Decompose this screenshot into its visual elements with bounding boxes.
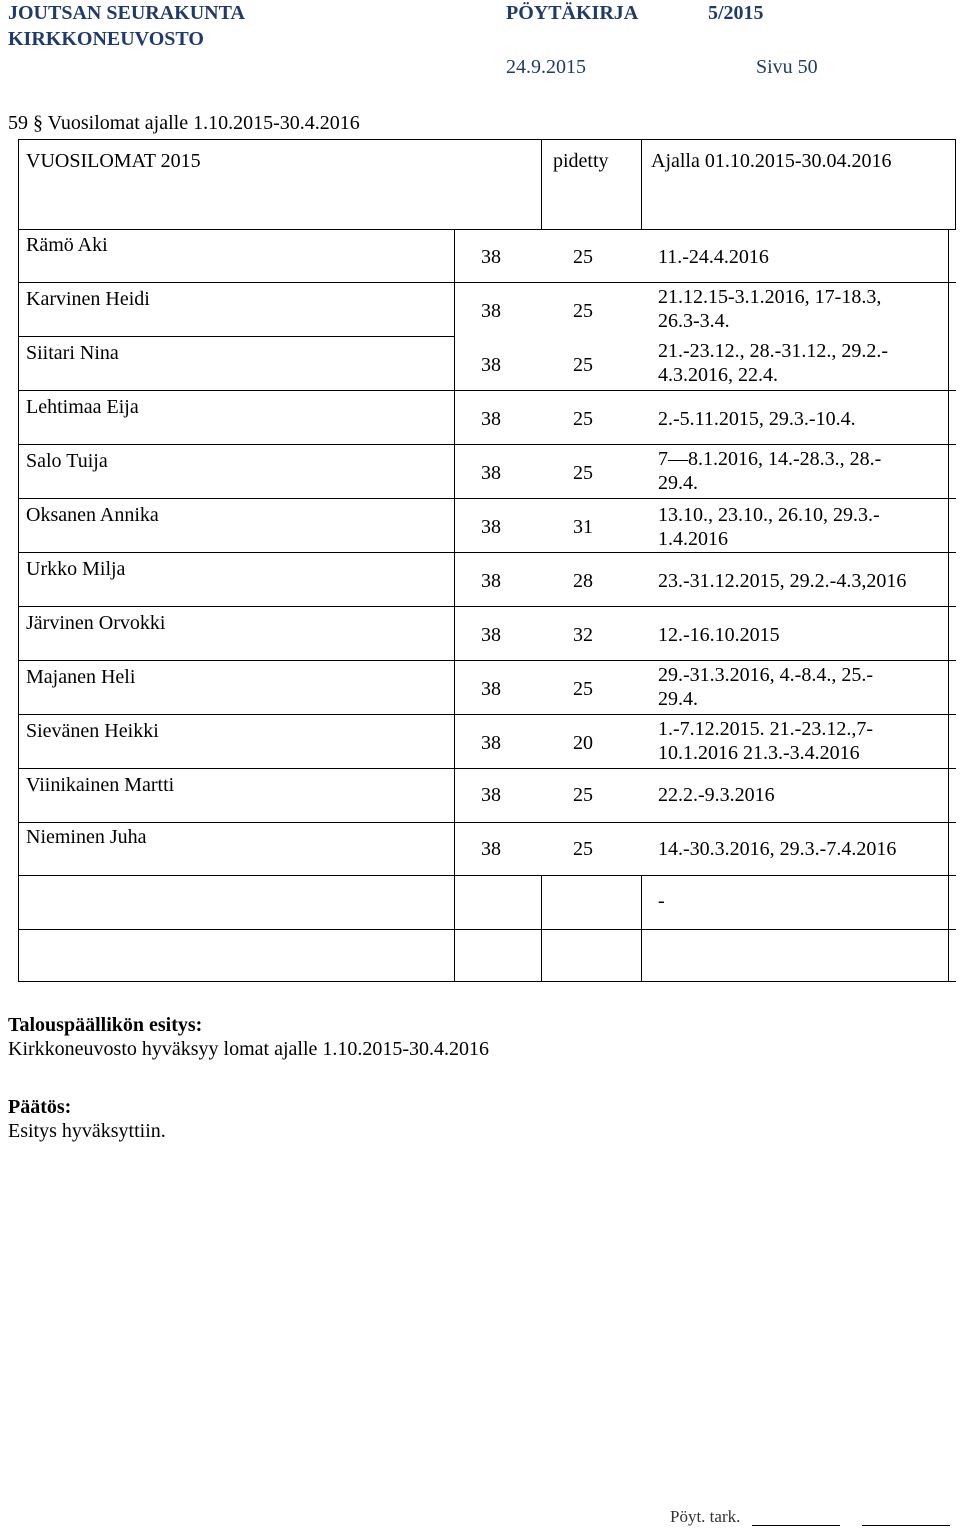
signature-line-2 (862, 1525, 950, 1526)
document-date: 24.9.2015 (506, 56, 586, 78)
row-line (18, 390, 454, 391)
days-held: 25 (573, 838, 593, 860)
table-border-right (948, 229, 949, 982)
table-divider-header-2 (641, 139, 642, 230)
days-entitled: 38 (481, 462, 501, 484)
row-line (18, 660, 956, 661)
days-held: 25 (573, 678, 593, 700)
vacation-period: 11.-24.4.2016 (658, 246, 769, 268)
document-number: 5/2015 (708, 2, 764, 24)
days-held: 31 (573, 516, 593, 538)
decision-text: Esitys hyväksyttiin. (8, 1120, 166, 1142)
vacation-period: 12.-16.10.2015 (658, 624, 780, 646)
document-type: PÖYTÄKIRJA (506, 2, 639, 24)
vacation-period: 29.4. (658, 688, 698, 710)
page-number: Sivu 50 (756, 56, 818, 78)
signature-line-1 (752, 1525, 840, 1526)
vacation-period: 21.-23.12., 28.-31.12., 29.2.- (658, 340, 888, 362)
days-entitled: 38 (481, 732, 501, 754)
vacation-period: 26.3-3.4. (658, 310, 730, 332)
employee-name: Järvinen Orvokki (26, 612, 166, 634)
days-held: 25 (573, 462, 593, 484)
row-line (454, 498, 956, 499)
days-held: 25 (573, 246, 593, 268)
vacation-period: 14.-30.3.2016, 29.3.-7.4.2016 (658, 838, 897, 860)
employee-name: Salo Tuija (26, 450, 108, 472)
row-line (18, 606, 956, 607)
vacation-period: 13.10., 23.10., 26.10, 29.3.- (658, 504, 880, 526)
employee-name: Majanen Heli (26, 666, 136, 688)
days-entitled: 38 (481, 516, 501, 538)
organization-name: JOUTSAN SEURAKUNTA (8, 2, 245, 24)
column-header-held: pidetty (553, 150, 609, 172)
days-entitled: 38 (481, 300, 501, 322)
days-entitled: 38 (481, 838, 501, 860)
days-entitled: 38 (481, 246, 501, 268)
row-line (18, 444, 956, 445)
employee-name: Rämö Aki (26, 234, 108, 256)
days-held: 25 (573, 300, 593, 322)
section-title: 59 § Vuosilomat ajalle 1.10.2015-30.4.2016 (8, 112, 360, 134)
days-entitled: 38 (481, 408, 501, 430)
row-line (18, 714, 454, 715)
row-line (454, 282, 956, 283)
table-border-bottom (18, 981, 956, 982)
employee-name: Sievänen Heikki (26, 720, 159, 742)
employee-name: Karvinen Heidi (26, 288, 150, 310)
row-line (18, 282, 454, 283)
row-line (18, 822, 956, 823)
organization-body: KIRKKONEUVOSTO (8, 28, 204, 50)
table-border-top (18, 139, 956, 140)
employee-name: Siitari Nina (26, 342, 119, 364)
days-entitled: 38 (481, 784, 501, 806)
vacation-period: 29.-31.3.2016, 4.-8.4., 25.- (658, 664, 873, 686)
row-line (18, 875, 956, 876)
col-divider-name (454, 229, 455, 982)
proposal-text: Kirkkoneuvosto hyväksyy lomat ajalle 1.10.2015-30.4.2016 (8, 1038, 490, 1060)
days-entitled: 38 (481, 354, 501, 376)
table-border-right-header (955, 139, 956, 230)
row-line (454, 390, 956, 391)
days-entitled: 38 (481, 570, 501, 592)
table-divider-header (541, 139, 542, 230)
employee-name: Urkko Milja (26, 558, 126, 580)
days-held: 25 (573, 784, 593, 806)
days-held: 28 (573, 570, 593, 592)
column-header-period: Ajalla 01.10.2015-30.04.2016 (651, 150, 892, 172)
row-line (18, 929, 956, 930)
empty-row-dash: - (658, 890, 665, 912)
vacation-period: 21.12.15-3.1.2016, 17-18.3, (658, 286, 882, 308)
table-border-left (18, 139, 19, 982)
table-header-bottom (18, 229, 956, 230)
vacation-period: 23.-31.12.2015, 29.2.-4.3,2016 (658, 570, 907, 592)
days-entitled: 38 (481, 624, 501, 646)
column-header-title: VUOSILOMAT 2015 (26, 150, 201, 172)
row-line (18, 336, 454, 337)
days-held: 32 (573, 624, 593, 646)
employee-name: Lehtimaa Eija (26, 396, 139, 418)
days-held: 20 (573, 732, 593, 754)
vacation-period: 2.-5.11.2015, 29.3.-10.4. (658, 408, 856, 430)
proposal-label: Talouspäällikön esitys: (8, 1014, 203, 1036)
days-held: 25 (573, 408, 593, 430)
employee-name: Nieminen Juha (26, 826, 147, 848)
decision-label: Päätös: (8, 1096, 72, 1118)
vacation-period: 7—8.1.2016, 14.-28.3., 28.- (658, 448, 882, 470)
vacation-period: 1.-7.12.2015. 21.-23.12.,7- (658, 718, 873, 740)
employee-name: Viinikainen Martti (26, 774, 175, 796)
col-divider-held (641, 875, 642, 982)
vacation-period: 22.2.-9.3.2016 (658, 784, 775, 806)
days-held: 25 (573, 354, 593, 376)
employee-name: Oksanen Annika (26, 504, 159, 526)
footer-check-label: Pöyt. tark. (670, 1507, 741, 1526)
vacation-period: 29.4. (658, 472, 698, 494)
col-divider-days (541, 875, 542, 982)
row-line (454, 714, 956, 715)
vacation-period: 10.1.2016 21.3.-3.4.2016 (658, 742, 860, 764)
days-entitled: 38 (481, 678, 501, 700)
row-line (18, 498, 454, 499)
vacation-period: 4.3.2016, 22.4. (658, 364, 778, 386)
vacation-period: 1.4.2016 (658, 528, 728, 550)
row-line (18, 768, 956, 769)
row-line (18, 552, 956, 553)
